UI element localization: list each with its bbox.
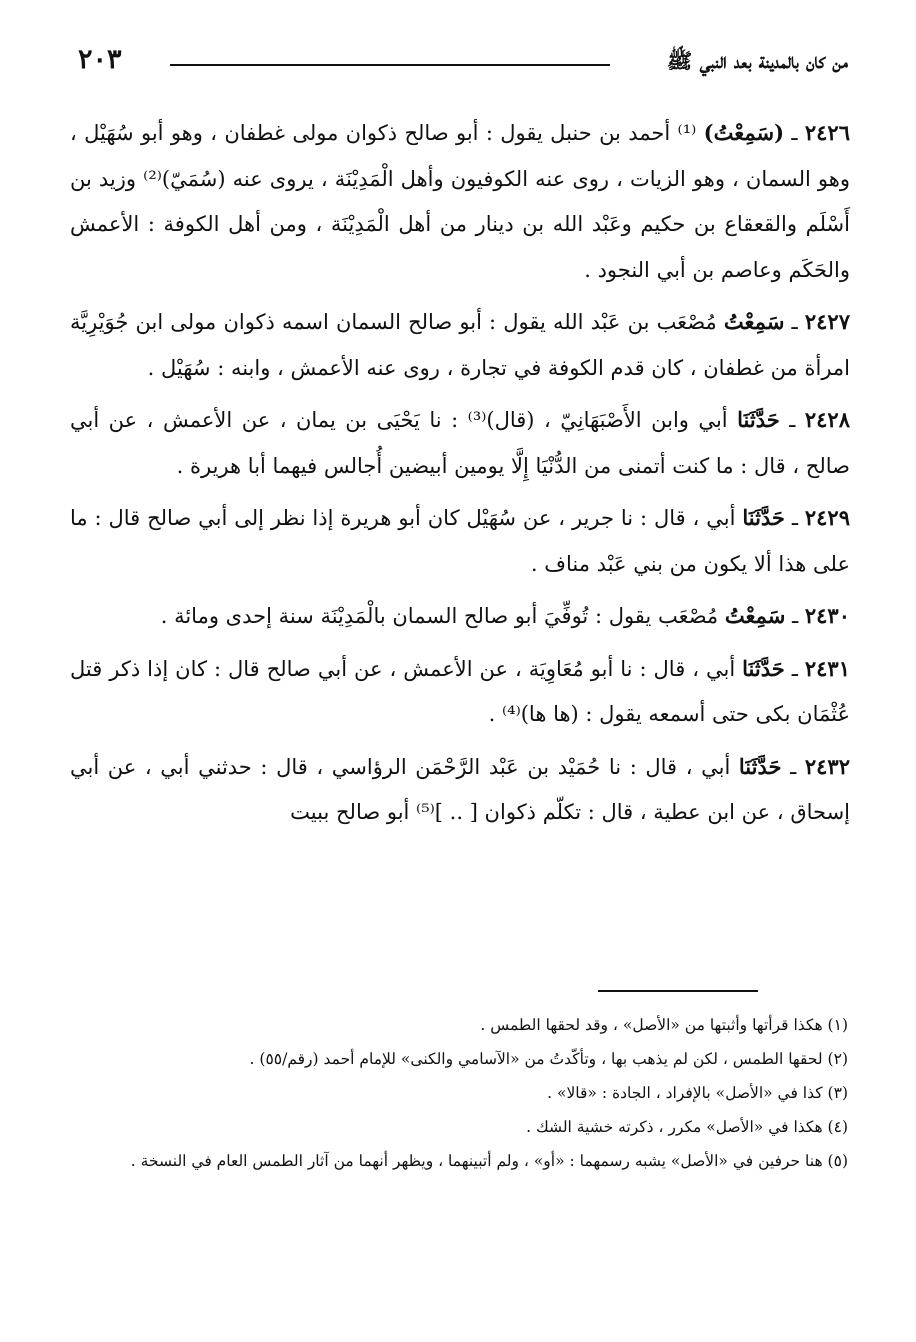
page-number: ٢٠٣ <box>78 44 122 75</box>
running-title: من كان بالمدينة بعد النبي ﷺ <box>666 48 848 73</box>
entry-text: أبي ، قال : نا جرير ، عن سُهَيْل كان أبو هريرة إذا نظر إلى أبي صالح قال : ما على هذا ألا يكون من بني عَبْد مناف . <box>70 506 850 576</box>
entry-text: ⁽¹⁾ أحمد بن حنبل يقول : أبو صالح ذكوان مولى غطفان ، وهو أبو سُهَيْل ، وهو السمان ، وهو الزيات ، روى عنه الكوفيون وأهل الْمَدِيْنَة ، يروى عنه (سُمَيّ)⁽²⁾ وزيد بن أَسْلَم والقعقاع بن حكيم وعَبْد الله بن دينار من أهل الْمَدِيْنَة ، ومن أهل الكوفة : الأعمش والحَكَم وعاصم بن أبي النجود . <box>70 121 850 282</box>
entry-number: ٢٤٢٩ <box>804 505 850 530</box>
entry-number: ٢٤٣١ <box>804 655 850 681</box>
entry-keyword: حَدَّثَنَا <box>738 753 782 779</box>
entry-2428: ٢٤٢٨ ـ حَدَّثَنَا أبي وابن الأَصْبَهَانِيّ ، (قال)⁽³⁾ : نا يَحْيَى بن يمان ، عن الأعمش ، عن أبي صالح ، قال : ما كنت أتمنى من الدُّنْيَا إِلَّا يومين أبيضين أُجالس فيهما أبا هريرة . <box>70 407 850 478</box>
entry-2427: ٢٤٢٧ ـ سَمِعْتُ مُصْعَب بن عَبْد الله يقول : أبو صالح السمان اسمه ذكوان مولى ابن جُوَيْرِيَّة امرأة من غطفان ، كان قدم الكوفة في تجارة ، روى عنه الأعمش ، وابنه : سُهَيْل . <box>70 309 850 380</box>
footnotes <box>70 1010 848 1180</box>
entry-number: ٢٤٣٠ <box>804 603 850 628</box>
entry-number: ٢٤٢٦ <box>804 120 850 145</box>
entry-number: ٢٤٢٨ <box>804 407 850 432</box>
entry-text: أبي وابن الأَصْبَهَانِيّ ، (قال)⁽³⁾ : نا يَحْيَى بن يمان ، عن الأعمش ، عن أبي صالح ، قال : ما كنت أتمنى من الدُّنْيَا إِلَّا يومين أبيضين أُجالس فيهما أبا هريرة . <box>70 408 850 478</box>
footnote-2: (٢) لحقها الطمس ، لكن لم يذهب بها ، وتأكّدتُ من «الآسامي والكنى» للإمام أحمد (رقم/٥٥) . <box>249 1050 848 1068</box>
entry-keyword: حَدَّثَنَا <box>737 407 780 432</box>
entry-keyword: حَدَّثَنَا <box>742 505 785 530</box>
entry-text: أبي ، قال : نا حُمَيْد بن عَبْد الرَّحْمَن الرؤاسي ، قال : حدثني أبي ، عن أبي إسحاق ، عن ابن عطية ، قال : تكلّم ذكوان [ .. ]⁽⁵⁾ أبو صالح ببيت <box>70 754 850 824</box>
entry-2426: ٢٤٢٦ ـ (سَمِعْتُ) ⁽¹⁾ أحمد بن حنبل يقول : أبو صالح ذكوان مولى غطفان ، وهو أبو سُهَيْل ، وهو السمان ، وهو الزيات ، روى عنه الكوفيون وأهل الْمَدِيْنَة ، يروى عنه (سُمَيّ)⁽²⁾ وزيد بن أَسْلَم والقعقاع بن حكيم وعَبْد الله بن دينار من أهل الْمَدِيْنَة ، ومن أهل الكوفة : الأعمش والحَكَم وعاصم بن أبي النجود . <box>70 120 850 282</box>
page-header <box>78 44 848 94</box>
entry-text: مُصْعَب بن عَبْد الله يقول : أبو صالح السمان اسمه ذكوان مولى ابن جُوَيْرِيَّة امرأة من غطفان ، كان قدم الكوفة في تجارة ، روى عنه الأعمش ، وابنه : سُهَيْل . <box>70 310 850 380</box>
entry-2430: ٢٤٣٠ ـ سَمِعْتُ مُصْعَب يقول : تُوفِّيَ أبو صالح السمان بالْمَدِيْنَة سنة إحدى ومائة . <box>160 603 850 628</box>
footnote-4: (٤) هكذا في «الأصل» مكرر ، ذكرته خشية الشك . <box>526 1118 848 1136</box>
entry-number: ٢٤٢٧ <box>804 309 850 334</box>
main-text <box>70 110 850 842</box>
entry-keyword: حَدَّثَنَا <box>742 655 785 681</box>
footnote-5: (٥) هنا حرفين في «الأصل» يشبه رسمهما : «أو» ، ولم أتبينهما ، ويظهر أنهما من آثار الطمس العام في النسخة . <box>130 1152 848 1170</box>
footnote-separator <box>598 990 758 992</box>
entry-keyword: (سَمِعْتُ) <box>703 120 785 145</box>
entry-number: ٢٤٣٢ <box>804 753 850 779</box>
entry-2429: ٢٤٢٩ ـ حَدَّثَنَا أبي ، قال : نا جرير ، عن سُهَيْل كان أبو هريرة إذا نظر إلى أبي صالح قال : ما على هذا ألا يكون من بني عَبْد مناف . <box>70 505 850 576</box>
footnote-1: (١) هكذا قرأتها وأثبتها من «الأصل» ، وقد لحقها الطمس . <box>480 1016 848 1034</box>
entry-text: أبي ، قال : نا أبو مُعَاوِيَة ، عن الأعمش ، عن أبي صالح قال : كان إذا ذكر قتل عُثْمَان بكى حتى أسمعه يقول : (ها ها)⁽⁴⁾ . <box>70 656 850 726</box>
entry-2432: ٢٤٣٢ ـ حَدَّثَنَا أبي ، قال : نا حُمَيْد بن عَبْد الرَّحْمَن الرؤاسي ، قال : حدثني أبي ، عن أبي إسحاق ، عن ابن عطية ، قال : تكلّم ذكوان [ .. ]⁽⁵⁾ أبو صالح ببيت <box>70 753 850 824</box>
header-rule <box>170 64 610 66</box>
entry-keyword: سَمِعْتُ <box>724 603 786 628</box>
entry-2431: ٢٤٣١ ـ حَدَّثَنَا أبي ، قال : نا أبو مُعَاوِيَة ، عن الأعمش ، عن أبي صالح قال : كان إذا ذكر قتل عُثْمَان بكى حتى أسمعه يقول : (ها ها)⁽⁴⁾ . <box>70 655 850 726</box>
entry-text: مُصْعَب يقول : تُوفِّيَ أبو صالح السمان بالْمَدِيْنَة سنة إحدى ومائة . <box>160 604 719 628</box>
footnote-3: (٣) كذا في «الأصل» بالإفراد ، الجادة : «قالا» . <box>547 1084 848 1102</box>
entry-keyword: سَمِعْتُ <box>723 309 785 334</box>
